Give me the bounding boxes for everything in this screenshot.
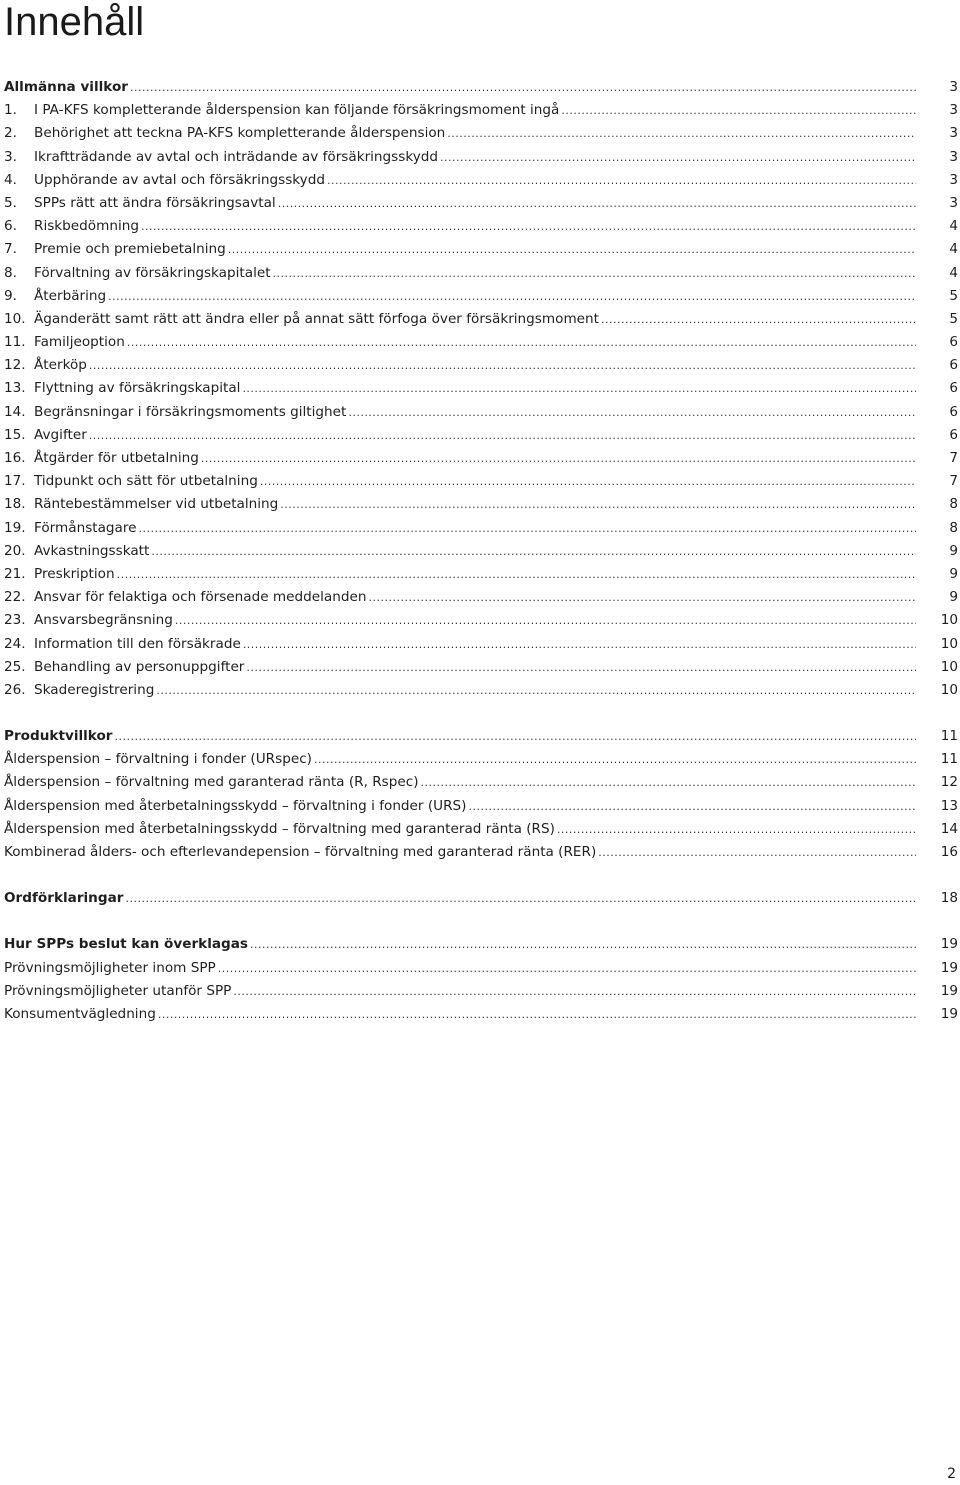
toc-entry-number: 7.	[4, 241, 17, 258]
toc-entry-number: 24.	[4, 635, 26, 652]
toc-entry-label: Äganderätt samt rätt att ändra eller på annat sätt förfoga över försäkringsmoment	[34, 310, 599, 327]
toc-entry-number: 1.	[4, 102, 17, 119]
dot-leader	[158, 1003, 916, 1026]
toc-entry-page: 14	[940, 820, 958, 837]
toc-entry-number: 15.	[4, 426, 26, 443]
toc-entry-title	[4, 169, 325, 192]
dot-leader	[108, 285, 916, 308]
toc-entry[interactable]	[4, 563, 958, 586]
dot-leader	[228, 238, 916, 261]
dot-leader	[89, 354, 916, 377]
toc-entry-number: 10.	[4, 310, 26, 327]
toc-entry-label: Avkastningsskatt	[34, 542, 150, 559]
toc-entry-label: Kombinerad ålders- och efterlevandepension – förvaltning med garanterad ränta (RER)	[4, 844, 597, 860]
toc-entry-page: 10	[940, 658, 958, 675]
toc-entry-title	[4, 215, 139, 238]
dot-leader	[141, 215, 916, 238]
toc-entry-title	[4, 795, 466, 818]
toc-entry-title	[4, 725, 113, 748]
toc-entry-label: I PA-KFS kompletterande ålderspension kan följande försäkringsmoment ingå	[34, 102, 560, 119]
toc-entry[interactable]	[4, 980, 958, 1003]
toc-entry-label: SPPs rätt att ändra försäkringsavtal	[34, 194, 276, 211]
dot-leader	[156, 679, 916, 702]
toc-entry-title	[4, 633, 241, 656]
toc-entry-title	[4, 609, 173, 632]
dot-leader	[598, 841, 916, 864]
dot-leader	[327, 169, 916, 192]
toc-entry-page: 10	[940, 681, 958, 698]
toc-entry-page: 18	[940, 890, 958, 907]
toc-entry[interactable]	[4, 308, 958, 331]
toc-entry-number: 19.	[4, 519, 26, 536]
toc-entry-label: Preskription	[34, 565, 115, 582]
dot-leader	[250, 933, 916, 956]
toc-entry-label: Återköp	[34, 357, 87, 374]
toc-entry-label: Ålderspension med återbetalningsskydd – förvaltning i fonder (URS)	[4, 797, 467, 814]
toc-entry-page: 4	[949, 264, 958, 281]
dot-leader	[117, 563, 916, 586]
toc-entry[interactable]	[4, 238, 958, 261]
toc-section-heading[interactable]	[4, 887, 958, 910]
toc-entry-page: 7	[949, 473, 958, 490]
toc-entry-label: Ålderspension – förvaltning i fonder (URspec)	[4, 751, 312, 768]
toc-entry-title	[4, 887, 123, 910]
toc-entry[interactable]	[4, 401, 958, 424]
toc-entry-title	[4, 493, 278, 516]
toc-entry-label: Skaderegistrering	[34, 681, 155, 698]
toc-entry-page: 9	[949, 565, 958, 582]
toc-entry-title	[4, 262, 271, 285]
toc-entry-number: 6.	[4, 218, 17, 235]
toc-section	[4, 76, 958, 702]
toc-entry-label: Ordförklaringar	[4, 890, 124, 907]
toc-section	[4, 725, 958, 864]
dot-leader	[115, 725, 916, 748]
toc-section	[4, 887, 958, 910]
toc-entry-page: 5	[949, 287, 958, 304]
toc-section-heading[interactable]	[4, 725, 958, 748]
toc-entry-label: Räntebestämmelser vid utbetalning	[34, 496, 279, 513]
toc-entry-title	[4, 424, 87, 447]
toc-entry-page: 9	[949, 542, 958, 559]
toc-entry-page: 16	[940, 844, 958, 860]
toc-entry[interactable]	[4, 99, 958, 122]
toc-entry-page: 7	[949, 450, 958, 466]
dot-leader	[421, 771, 916, 794]
toc-entry-label: Familjeoption	[34, 334, 125, 351]
toc-entry-title	[4, 1003, 156, 1026]
toc-entry[interactable]	[4, 354, 958, 377]
toc-entry-page: 6	[949, 357, 958, 374]
toc-entry-label: Ålderspension – förvaltning med garanterad ränta (R, Rspec)	[4, 774, 419, 791]
toc-entry-title	[4, 99, 559, 122]
dot-leader	[233, 980, 916, 1003]
toc-entry-title	[4, 401, 346, 424]
toc-entry-title	[4, 586, 367, 609]
toc-entry-number: 16.	[4, 450, 26, 466]
toc-entry-title	[4, 563, 115, 586]
toc-entry-title	[4, 308, 599, 331]
page-title: Innehåll	[4, 0, 145, 44]
dot-leader	[447, 122, 916, 145]
toc-entry-page: 19	[940, 1005, 958, 1022]
toc-entry[interactable]	[4, 957, 958, 980]
toc-entry-number: 18.	[4, 496, 26, 513]
toc-entry-label: Ikraftträdande av avtal och inträdande av försäkringsskydd	[34, 148, 439, 165]
toc-entry-label: Produktvillkor	[4, 728, 113, 745]
toc-entry-title	[4, 517, 137, 540]
toc-entry-title	[4, 841, 596, 864]
toc-entry-title	[4, 354, 87, 377]
toc-entry-page: 11	[940, 728, 958, 745]
toc-entry-title	[4, 957, 216, 980]
dot-leader	[440, 146, 916, 169]
toc-entry-label: Information till den försäkrade	[34, 635, 241, 652]
toc-entry[interactable]	[4, 633, 958, 656]
toc-entry-title	[4, 679, 154, 702]
toc-entry-label: Konsumentvägledning	[4, 1005, 156, 1022]
dot-leader	[601, 308, 916, 331]
toc-entry[interactable]	[4, 841, 958, 864]
toc-entry[interactable]	[4, 146, 958, 169]
toc-entry-label: Prövningsmöjligheter utanför SPP	[4, 982, 232, 999]
toc-entry-page: 3	[949, 171, 958, 188]
toc-section-heading[interactable]	[4, 933, 958, 956]
toc-entry-title	[4, 238, 226, 261]
dot-leader	[561, 99, 916, 122]
toc-entry-title	[4, 192, 276, 215]
toc-entry-page: 3	[949, 194, 958, 211]
dot-leader	[175, 609, 916, 632]
toc-entry[interactable]	[4, 795, 958, 818]
toc-entry-title	[4, 771, 419, 794]
toc-entry-number: 21.	[4, 565, 26, 582]
toc-entry-title	[4, 146, 438, 169]
toc-entry-title	[4, 933, 248, 956]
dot-leader	[218, 957, 916, 980]
toc-entry[interactable]	[4, 517, 958, 540]
toc-entry-number: 22.	[4, 589, 26, 606]
toc-entry-page: 13	[940, 797, 958, 814]
page-number: 2	[947, 1466, 956, 1482]
toc-entry-label: Tidpunkt och sätt för utbetalning	[34, 473, 258, 490]
toc-entry-title	[4, 470, 258, 493]
toc-entry-number: 20.	[4, 542, 26, 559]
toc-entry[interactable]	[4, 748, 958, 771]
toc-entry[interactable]	[4, 1003, 958, 1026]
toc-entry-number: 3.	[4, 148, 17, 165]
toc-entry-title	[4, 540, 149, 563]
toc-entry-page: 11	[940, 751, 958, 768]
toc-entry-page: 6	[949, 403, 958, 420]
toc-entry-page: 12	[940, 774, 958, 791]
dot-leader	[260, 470, 916, 493]
toc-entry-number: 23.	[4, 612, 26, 629]
toc-entry[interactable]	[4, 122, 958, 145]
toc-entry-page: 3	[949, 79, 958, 95]
toc-entry[interactable]	[4, 656, 958, 679]
dot-leader	[557, 818, 916, 841]
toc-entry-label: Flyttning av försäkringskapital	[34, 380, 241, 397]
toc-entry-label: Behörighet att teckna PA-KFS kompletterande ålderspension	[34, 125, 446, 142]
toc-entry-page: 8	[949, 496, 958, 513]
dot-leader	[125, 887, 916, 910]
toc-entry-label: Förmånstagare	[34, 519, 137, 536]
toc-entry-title	[4, 285, 106, 308]
dot-leader	[127, 331, 916, 354]
toc-entry[interactable]	[4, 609, 958, 632]
dot-leader	[151, 540, 916, 563]
toc-entry-label: Förvaltning av försäkringskapitalet	[34, 264, 271, 281]
toc-entry-page: 4	[949, 241, 958, 258]
toc-entry[interactable]	[4, 215, 958, 238]
toc-entry-title	[4, 748, 312, 771]
toc-entry-label: Åtgärder för utbetalning	[34, 450, 199, 466]
toc-entry-page: 6	[949, 426, 958, 443]
toc-entry-number: 2.	[4, 125, 17, 142]
table-of-contents	[4, 76, 958, 1026]
toc-entry-label: Upphörande av avtal och försäkringsskydd	[34, 171, 325, 188]
toc-section-heading[interactable]	[4, 76, 958, 99]
dot-leader	[468, 795, 916, 818]
toc-entry-label: Ansvar för felaktiga och försenade meddelanden	[34, 589, 367, 606]
toc-entry[interactable]	[4, 540, 958, 563]
dot-leader	[242, 377, 916, 400]
toc-entry-title	[4, 76, 128, 99]
toc-entry-title	[4, 818, 555, 841]
toc-entry-number: 14.	[4, 403, 26, 420]
toc-entry[interactable]	[4, 470, 958, 493]
toc-entry[interactable]	[4, 493, 958, 516]
toc-entry-number: 12.	[4, 357, 26, 374]
toc-entry-page: 10	[940, 635, 958, 652]
toc-entry[interactable]	[4, 771, 958, 794]
toc-entry[interactable]	[4, 262, 958, 285]
toc-entry[interactable]	[4, 285, 958, 308]
toc-entry-number: 17.	[4, 473, 26, 490]
toc-entry-label: Återbäring	[34, 287, 107, 304]
toc-entry-number: 13.	[4, 380, 26, 397]
toc-entry-title	[4, 656, 244, 679]
dot-leader	[89, 424, 916, 447]
dot-leader	[273, 262, 916, 285]
dot-leader	[278, 192, 916, 215]
toc-entry-label: Allmänna villkor	[4, 79, 128, 95]
dot-leader	[246, 656, 916, 679]
toc-entry-page: 19	[940, 936, 958, 953]
toc-entry-number: 9.	[4, 287, 17, 304]
toc-entry-label: Avgifter	[34, 426, 87, 443]
toc-entry-label: Begränsningar i försäkringsmoments giltighet	[34, 403, 347, 420]
toc-entry-label: Premie och premiebetalning	[34, 241, 226, 258]
toc-entry-label: Hur SPPs beslut kan överklagas	[4, 936, 249, 953]
toc-entry-page: 5	[949, 310, 958, 327]
toc-entry-label: Prövningsmöjligheter inom SPP	[4, 959, 216, 976]
toc-entry-page: 6	[949, 334, 958, 351]
dot-leader	[130, 76, 916, 99]
toc-entry-page: 9	[949, 589, 958, 606]
toc-entry[interactable]	[4, 424, 958, 447]
toc-entry-page: 19	[940, 959, 958, 976]
toc-entry-page: 4	[949, 218, 958, 235]
toc-entry-title	[4, 122, 445, 145]
toc-entry-number: 5.	[4, 194, 17, 211]
toc-entry-number: 25.	[4, 658, 26, 675]
toc-entry-number: 8.	[4, 264, 17, 281]
toc-entry-title	[4, 331, 125, 354]
toc-entry[interactable]	[4, 586, 958, 609]
toc-entry[interactable]	[4, 447, 958, 470]
dot-leader	[314, 748, 916, 771]
dot-leader	[348, 401, 916, 424]
toc-entry[interactable]	[4, 377, 958, 400]
toc-entry[interactable]	[4, 169, 958, 192]
toc-section	[4, 933, 958, 1026]
toc-entry-number: 26.	[4, 681, 26, 698]
toc-entry-label: Ansvarsbegränsning	[34, 612, 173, 629]
toc-entry[interactable]	[4, 818, 958, 841]
toc-entry-page: 10	[940, 612, 958, 629]
toc-entry-page: 19	[940, 982, 958, 999]
toc-entry-label: Riskbedömning	[34, 218, 139, 235]
dot-leader	[243, 633, 916, 656]
toc-entry-title	[4, 447, 199, 470]
toc-entry[interactable]	[4, 192, 958, 215]
toc-entry-label: Behandling av personuppgifter	[34, 658, 245, 675]
toc-entry-page: 3	[949, 148, 958, 165]
toc-entry-label: Ålderspension med återbetalningsskydd – förvaltning med garanterad ränta (RS)	[4, 820, 555, 837]
dot-leader	[369, 586, 917, 609]
toc-entry-page: 3	[949, 125, 958, 142]
toc-entry-page: 6	[949, 380, 958, 397]
toc-entry-page: 3	[949, 102, 958, 119]
toc-entry-number: 4.	[4, 171, 17, 188]
toc-entry-page: 8	[949, 519, 958, 536]
toc-entry-title	[4, 377, 240, 400]
toc-entry[interactable]	[4, 679, 958, 702]
toc-entry-title	[4, 980, 231, 1003]
dot-leader	[139, 517, 916, 540]
toc-entry-number: 11.	[4, 334, 26, 351]
dot-leader	[201, 447, 916, 470]
dot-leader	[280, 493, 916, 516]
toc-entry[interactable]	[4, 331, 958, 354]
